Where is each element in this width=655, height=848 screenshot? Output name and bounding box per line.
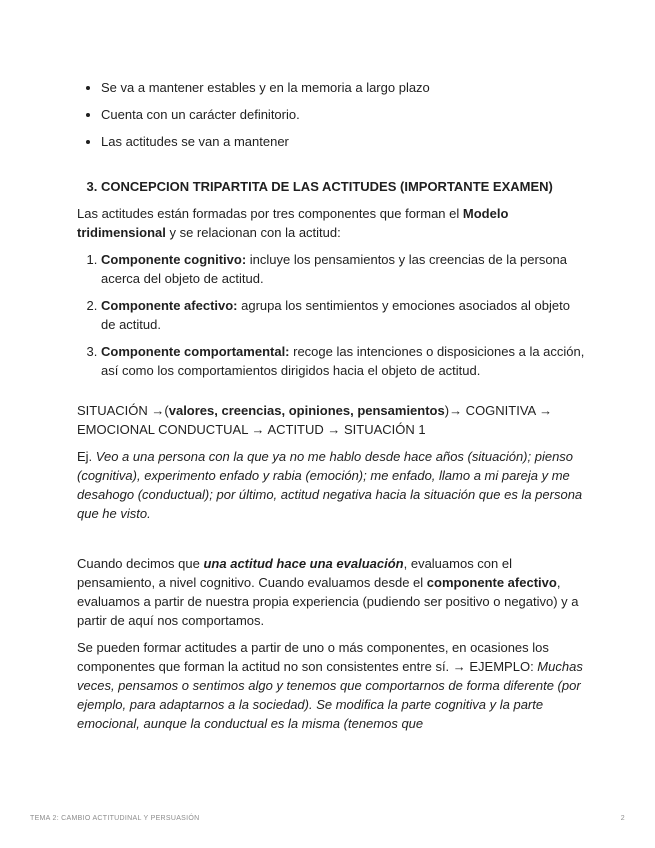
evaluation-text-1: Cuando decimos que [77,556,204,571]
bullet-item [101,78,587,97]
evaluation-text-2: , evaluamos con el pensamiento, a nivel cognitivo. Cuando evaluamos desde el [77,556,513,590]
page-content [77,78,587,733]
bullet-text: Se va a mantener estables y en la memoria a largo plazo [101,80,430,95]
section-heading [101,177,587,196]
component-term: Componente comportamental: [101,344,290,359]
situation-part2: )→ COGNITIVA → EMOCIONAL CONDUCTUAL → ACTITUD → SITUACIÓN 1 [77,403,553,437]
situation-part1: SITUACIÓN →( [77,403,169,418]
section-heading-list [77,177,587,196]
evaluation-emphasis: una actitud hace una evaluación [203,556,404,571]
intro-before: Las actitudes están formadas por tres componentes que forman el [77,206,463,221]
bullet-item [101,132,587,151]
component-list [77,250,587,380]
bullet-list [77,78,587,151]
evaluation-paragraph [77,554,587,630]
intro-model-term: Modelo tridimensional [77,206,509,240]
page-number: 2 [620,815,625,822]
intro-after: y se relacionan con la actitud: [165,225,341,240]
situation-bold: valores, creencias, opiniones, pensamientos [168,403,445,418]
example-prefix: Ej. [77,449,96,464]
intro-paragraph [77,204,587,242]
component-description: agrupa los sentimientos y emociones asociados al objeto de actitud. [101,298,570,332]
component-item [101,250,587,288]
bullet-item [101,105,587,124]
situation-flow [77,401,587,439]
formation-text: Se pueden formar actitudes a partir de uno o más componentes, en ocasiones los componentes que forman la actitud no son consistentes entre sí. → EJEMPLO: [77,640,549,674]
component-item [101,342,587,380]
bullet-text: Cuenta con un carácter definitorio. [101,107,300,122]
evaluation-text-3: , evaluamos a partir de nuestra propia experiencia (pudiendo ser positivo o negativo) y a partir de aquí nos comportamos. [77,575,579,628]
component-term: Componente cognitivo: [101,252,247,267]
formation-example: Muchas veces, pensamos o sentimos algo y tenemos que comportarnos de forma diferente (por ejemplo, para adaptarnos a la sociedad). Se modifica la parte cognitiva y la parte emocional, aunque la conductual es la misma (tenemos que [77,659,583,731]
footer-title: TEMA 2: CAMBIO ACTITUDINAL Y PERSUASIÓN [30,815,200,822]
component-term: Componente afectivo: [101,298,238,313]
example-text: Veo a una persona con la que ya no me hablo desde hace años (situación); pienso (cognitiva), experimento enfado y rabia (emoción); me enfado, llamo a mi pareja y me desahogo (conductual); por último, actitud negativa hacia la situación que es la persona que he visto. [77,449,583,521]
evaluation-bold-term: componente afectivo [426,575,557,590]
example-paragraph [77,447,587,523]
component-description: recoge las intenciones o disposiciones a la acción, así como los comportamientos dirigidos hacia el objeto de actitud. [101,344,585,378]
formation-paragraph [77,638,587,733]
bullet-text: Las actitudes se van a mantener [101,134,289,149]
section-title: CONCEPCION TRIPARTITA DE LAS ACTITUDES (IMPORTANTE EXAMEN) [101,179,553,194]
component-description: incluye los pensamientos y las creencias de la persona acerca del objeto de actitud. [101,252,568,286]
component-item [101,296,587,334]
